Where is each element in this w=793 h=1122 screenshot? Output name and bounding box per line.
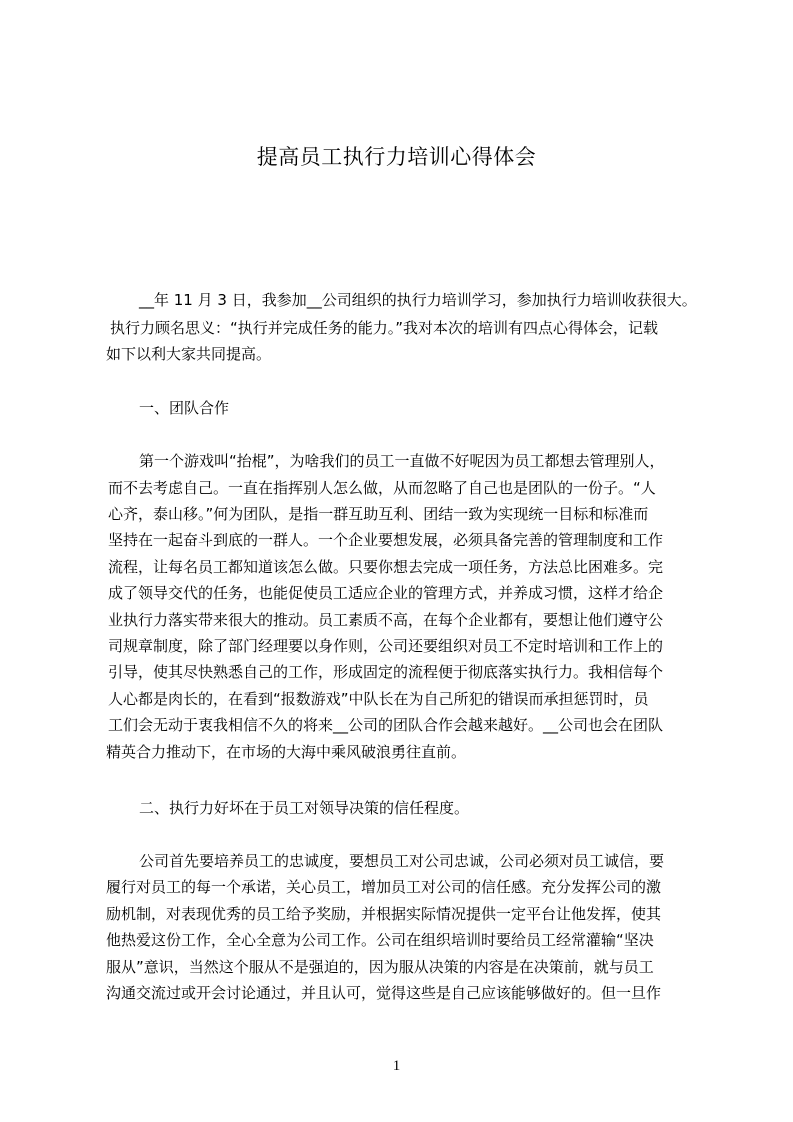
paragraph-line: 精英合力推动下，在市场的大海中乘风破浪勇往直前。 bbox=[106, 743, 467, 761]
intro-line: 如下以利大家共同提高。 bbox=[106, 345, 272, 363]
intro-line: 执行力顾名思义：“执行并完成任务的能力。”我对本次的培训有四点心得体会，记载 bbox=[110, 319, 659, 337]
paragraph-line: 坚持在一起奋斗到底的一群人。一个企业要想发展，必须具备完善的管理制度和工作 bbox=[108, 531, 664, 549]
paragraph-line: 第一个游戏叫“抬棍”，为啥我们的员工一直做不好呢因为员工都想去管理别人， bbox=[139, 452, 665, 470]
paragraph-line: 工们会无动于衷我相信不久的将来__公司的团队合作会越来越好。__公司也会在团队 bbox=[108, 716, 664, 734]
section-heading: 二、执行力好坏在于员工对领导决策的信任程度。 bbox=[139, 799, 470, 817]
document-title: 提高员工执行力培训心得体会 bbox=[256, 145, 537, 169]
paragraph-line: 司规章制度，除了部门经理要以身作则，公司还要组织对员工不定时培训和工作上的 bbox=[108, 637, 664, 655]
paragraph-line: 履行对员工的每一个承诺，关心员工，增加员工对公司的信任感。充分发挥公司的激 bbox=[106, 878, 662, 896]
paragraph-line: 业执行力落实带来很大的推动。员工素质不高，在每个企业都有，要想让他们遵守公 bbox=[108, 611, 664, 629]
intro-line: __年 11 月 3 日，我参加__公司组织的执行力培训学习，参加执行力培训收获很大。 bbox=[139, 291, 697, 309]
paragraph-line: 人心都是肉长的，在看到“报数游戏”中队长在为自己所犯的错误而承担惩罚时，员 bbox=[108, 690, 649, 708]
paragraph-line: 服从”意识，当然这个服从不是强迫的，因为服从决策的内容是在决策前，就与员工 bbox=[106, 958, 654, 976]
page-number: 1 bbox=[392, 1058, 401, 1074]
paragraph-line: 流程，让每名员工都知道该怎么做。只要你想去完成一项任务，方法总比困难多。完 bbox=[108, 558, 664, 576]
paragraph-line: 成了领导交代的任务，也能促使员工适应企业的管理方式，并养成习惯，这样才给企 bbox=[108, 584, 664, 602]
paragraph-line: 心齐，泰山移。”何为团队，是指一群互助互利、团结一致为实现统一目标和标准而 bbox=[108, 505, 649, 523]
paragraph-line: 而不去考虑自己。一直在指挥别人怎么做，从而忽略了自己也是团队的一份子。“人 bbox=[108, 479, 656, 497]
paragraph-line: 他热爱这份工作，全心全意为公司工作。公司在组织培训时要给员工经常灌输“坚决 bbox=[106, 931, 654, 949]
paragraph-line: 励机制，对表现优秀的员工给予奖励，并根据实际情况提供一定平台让他发挥，使其 bbox=[106, 905, 662, 923]
paragraph-line: 公司首先要培养员工的忠诚度，要想员工对公司忠诚，公司必须对员工诚信，要 bbox=[139, 852, 665, 870]
paragraph-line: 沟通交流过或开会讨论通过，并且认可，觉得这些是自己应该能够做好的。但一旦作 bbox=[106, 984, 662, 1002]
paragraph-line: 引导，使其尽快熟悉自己的工作，形成固定的流程便于彻底落实执行力。我相信每个 bbox=[108, 663, 664, 681]
section-heading: 一、团队合作 bbox=[139, 399, 230, 417]
